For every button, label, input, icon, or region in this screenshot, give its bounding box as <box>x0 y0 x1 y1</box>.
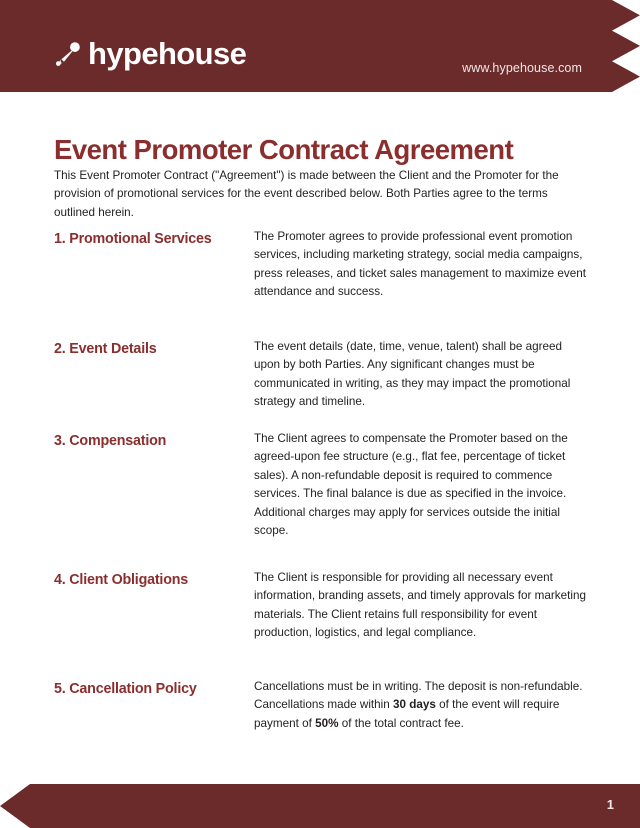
contract-section <box>54 430 586 541</box>
section-heading: 1. Promotional Services <box>54 231 212 247</box>
contract-section <box>54 228 586 302</box>
section-heading: 3. Compensation <box>54 433 167 449</box>
section-body: The event details (date, time, venue, talent) shall be agreed upon by both Parties. Any significant changes must be communicated in writing, as they may impact the promotional strategy and timeline. <box>254 340 571 409</box>
website-url: www.hypehouse.com <box>462 61 582 75</box>
footer-banner-shape <box>0 784 640 828</box>
page-footer <box>0 784 640 828</box>
contract-sections <box>54 228 586 748</box>
contract-section <box>54 569 586 643</box>
section-body: The Client agrees to compensate the Promoter based on the agreed-upon fee structure (e.g., flat fee, percentage of ticket sales). A non-refundable deposit is required to commence services. The final balance is due as specified in the invoice. Additional charges may apply for services outside the initial scope. <box>254 432 568 538</box>
section-heading: 5. Cancellation Policy <box>54 681 197 697</box>
section-body: The Client is responsible for providing all necessary event information, branding assets, and timely approvals for marketing materials. The Client retains full responsibility for event production, logistics, and legal compliance. <box>254 571 586 640</box>
brand-logo <box>54 38 246 69</box>
section-body: The Promoter agrees to provide professional event promotion services, including marketing strategy, social media campaigns, press releases, and ticket sales management to maximize event attendance and success. <box>254 230 586 299</box>
intro-paragraph: This Event Promoter Contract ("Agreement") is made between the Client and the Promoter for the provision of promotional services for the event described below. Both Parties agree to the terms outlined herein. <box>54 168 559 219</box>
page-number: 1 <box>606 797 614 812</box>
section-heading: 4. Client Obligations <box>54 572 189 588</box>
page-title: Event Promoter Contract Agreement <box>54 134 514 166</box>
page-header <box>0 0 640 92</box>
section-heading: 2. Event Details <box>54 341 157 357</box>
brand-name: hypehouse <box>88 36 247 71</box>
contract-section <box>54 338 586 412</box>
contract-section <box>54 678 586 733</box>
microphone-icon <box>54 39 84 69</box>
section-body: Cancellations must be in writing. The deposit is non-refundable. Cancellations made within 30 days of the event will require payment of 50% of the total contract fee. <box>254 680 583 730</box>
